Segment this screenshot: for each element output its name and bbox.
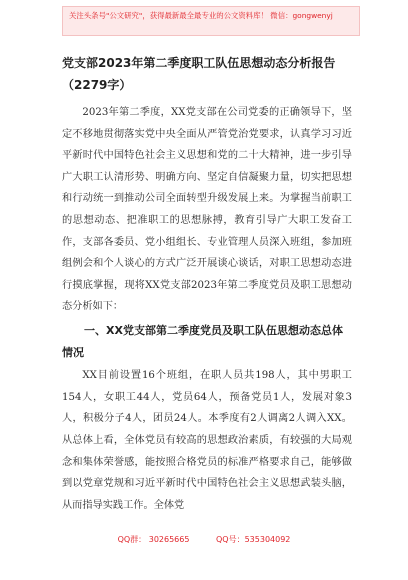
footer-qq-group: QQ群： 30265665 xyxy=(117,535,190,544)
promo-banner-text: 关注头条号"公文研究"，获得最新最全最专业的公文资料库！ 微信：gongwenyj xyxy=(69,11,333,20)
document-title: 党支部2023年第二季度职工队伍思想动态分析报告（2279字） xyxy=(62,56,336,92)
intro-paragraph: 2023年第二季度，XX党支部在公司党委的正确领导下，坚定不移地贯彻落实党中央全面从严管党治党要求，认真学习习近平新时代中国特色社会主义思想和党的二十大精神，进一步引导广大职工认清形势、明确方向、坚定自信凝聚力量，切实把思想和行动统一到推动公司全面转型升级发展上来。为掌握当前职工的思想动态、把准职工的思想脉搏，教育引导广大职工发奋工作，支部各委员、党小组组长、专业管理人员深入班组，参加班组例会和个人谈心的方式广泛开展谈心谈话，对职工思想动态进行摸底掌握，现将XX党支部2023年第二季度党员及职工思想动态分析如下： xyxy=(62,107,352,313)
section-1-paragraph: XX目前设置16个班组，在职人员共198人，其中男职工154人，女职工44人，党员64人，预备党员1人，发展对象3人，积极分子4人，团员24人。本季度有2人调离2人调入XX。从总体上看，全体党员有较高的思想政治素质，有较强的大局观念和集体荣誉感，能按照合格党员的标准严格要求自己，能够做到以党章党规和习近平新时代中国特色社会主义思想武装头脑，从而指导实践工作。全体党 xyxy=(62,370,352,511)
footer-contacts xyxy=(0,534,408,545)
document-body xyxy=(62,52,352,516)
footer-qq-number: QQ号：535304092 xyxy=(216,535,291,544)
section-1-heading: 一、XX党支部第二季度党员及职工队伍思想动态总体情况 xyxy=(62,323,343,359)
promo-banner xyxy=(62,6,360,36)
